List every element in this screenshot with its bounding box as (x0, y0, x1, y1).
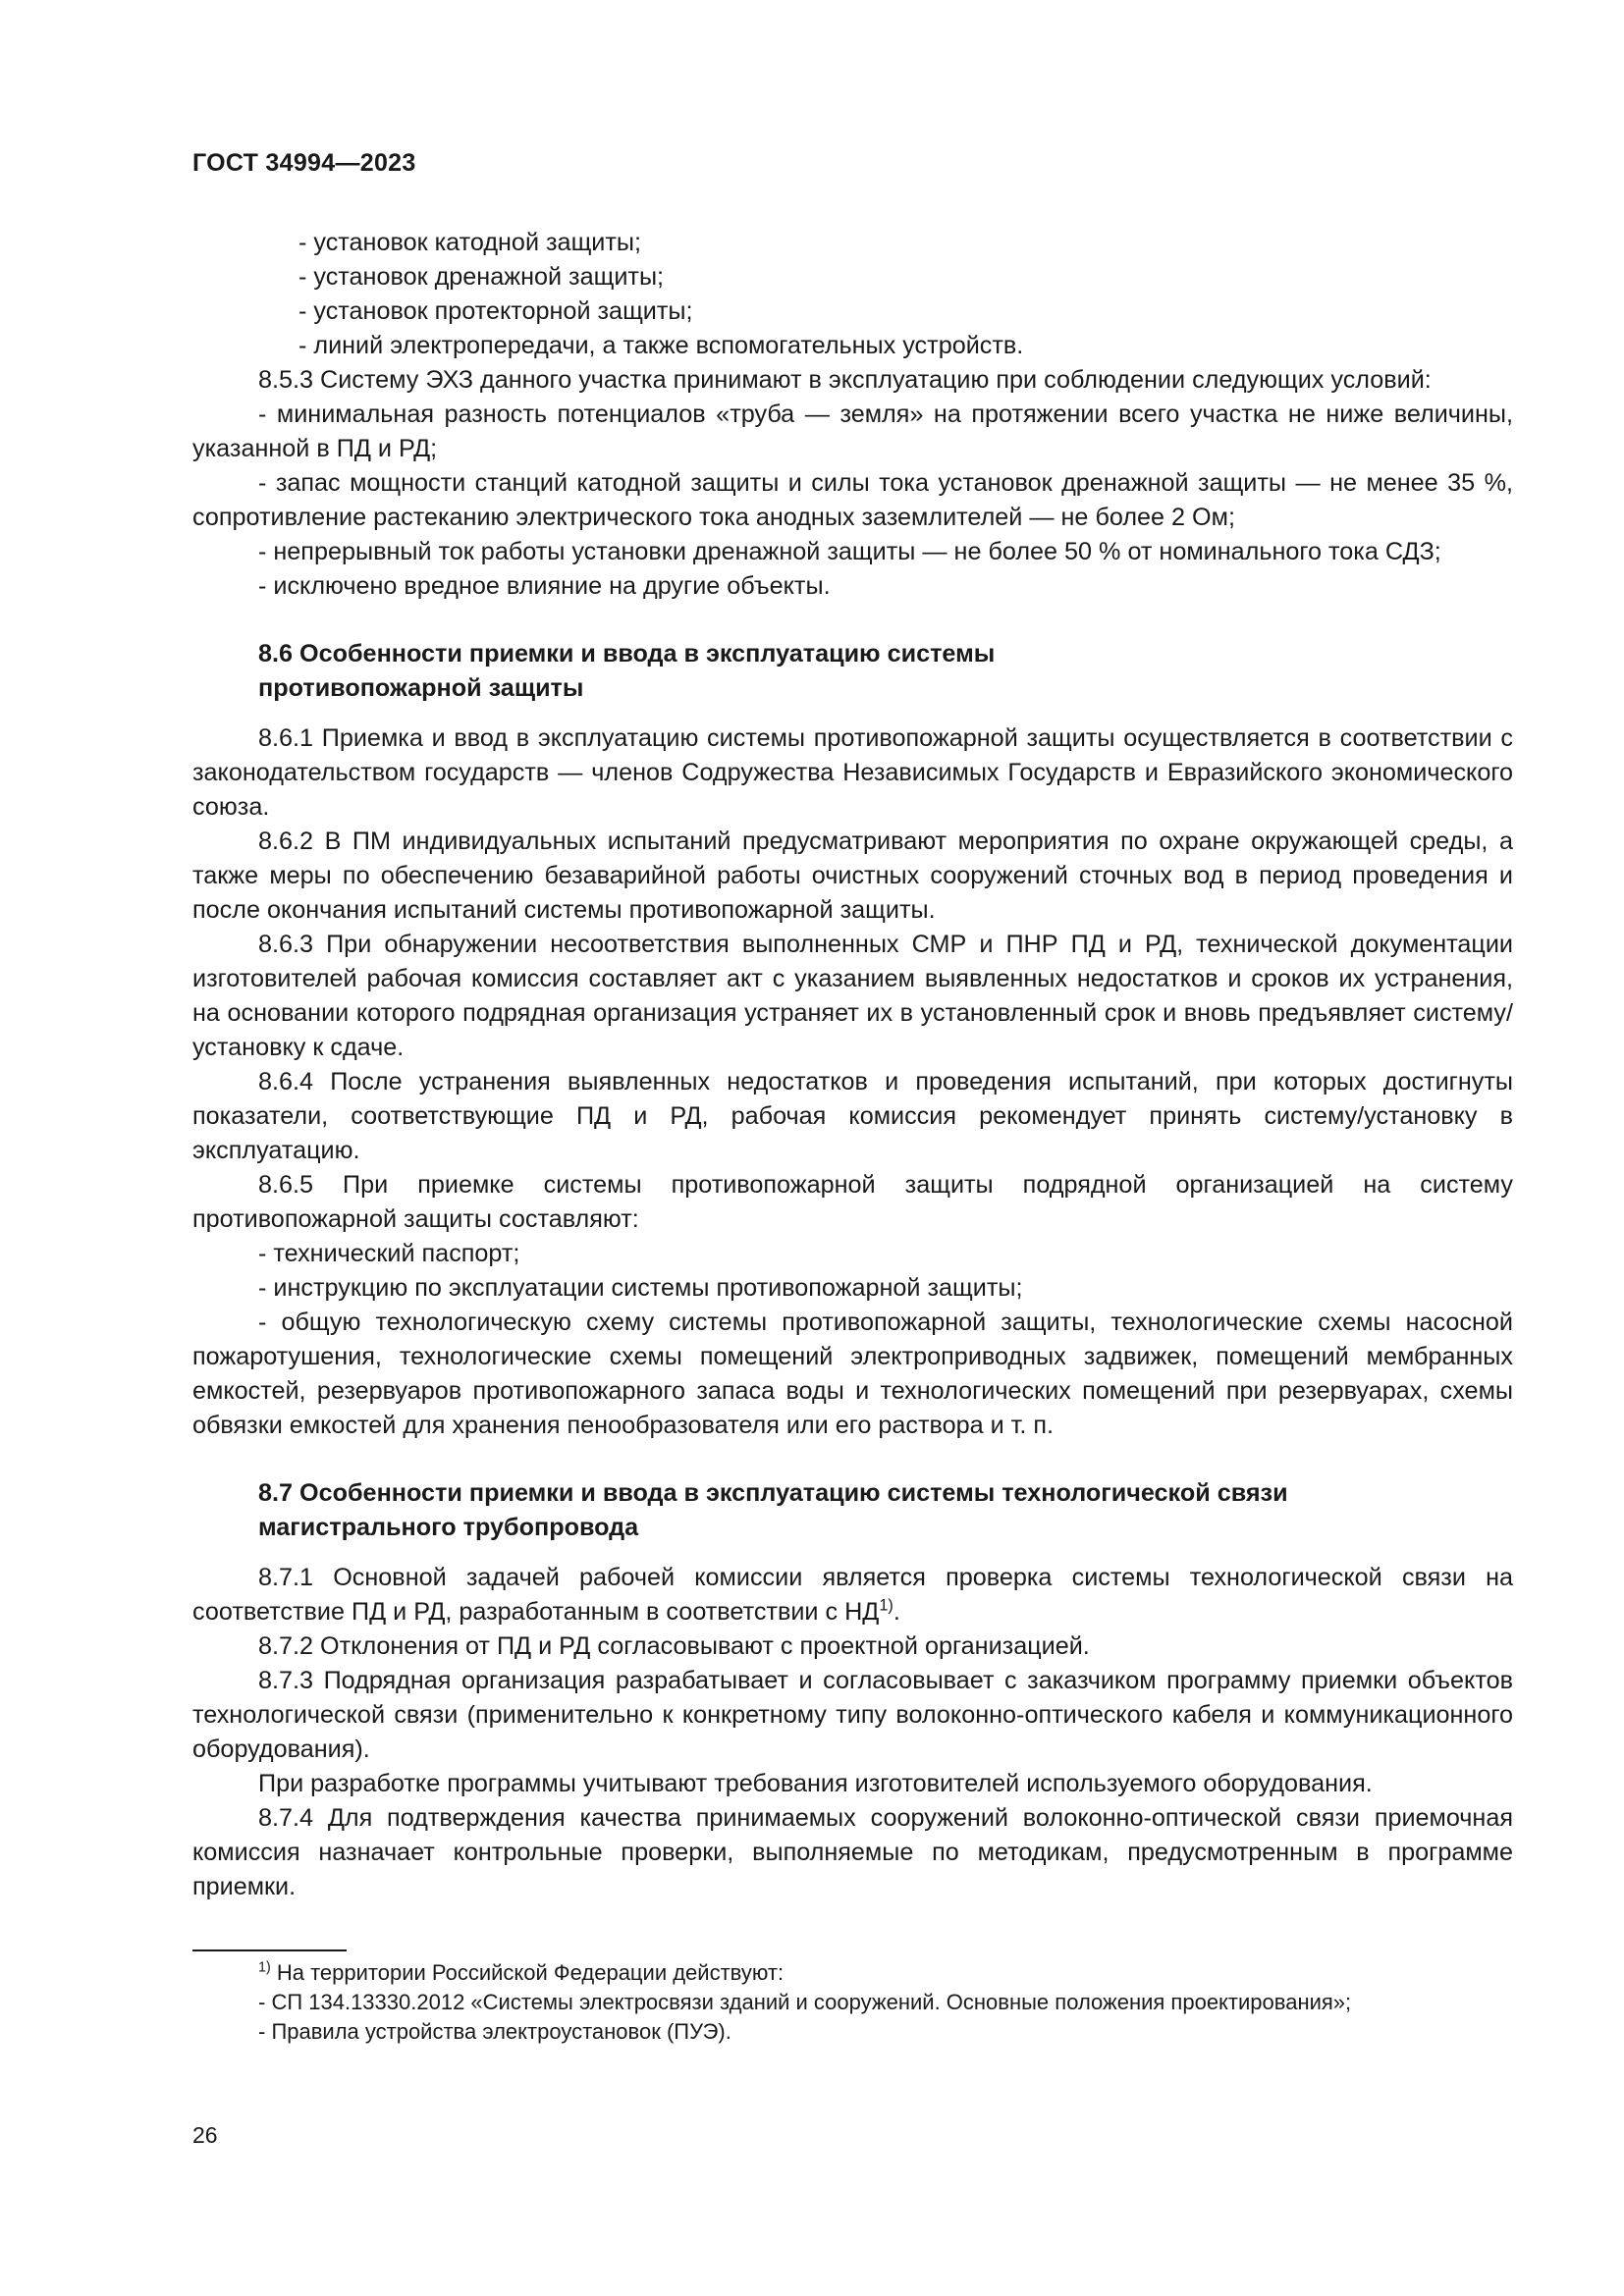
section-heading-8-7 (258, 1476, 1513, 1545)
heading-line: 8.7 Особенности приемки и ввода в эксплуатацию системы технологической связи (258, 1479, 1288, 1507)
list-item: - исключено вредное влияние на другие объекты. (258, 572, 831, 600)
paragraph-8-6-2: 8.6.2 В ПМ индивидуальных испытаний предусматривают мероприятия по охране окружающей среды, а также меры по обеспечению безаварийной работы очистных сооружений сточных вод в период проведения и после окончания испытаний системы противопожарной защиты. (192, 828, 1513, 924)
paragraph-8-7-1 (192, 1561, 1513, 1629)
paragraph-8-7-2: 8.7.2 Отклонения от ПД и РД согласовывают с проектной организацией. (258, 1632, 1090, 1660)
paragraph-8-7-3b: При разработке программы учитывают требования изготовителей используемого оборудования. (258, 1770, 1373, 1797)
list-item: - технический паспорт; (258, 1240, 520, 1267)
heading-line: противопожарной защиты (258, 674, 584, 702)
paragraph-8-5-3: 8.5.3 Систему ЭХЗ данного участка принимают в эксплуатацию при соблюдении следующих условий: (258, 366, 1432, 394)
paragraph-8-7-4: 8.7.4 Для подтверждения качества принимаемых сооружений волоконно-оптической связи приемочная комиссия назначает контрольные проверки, выполняемые по методикам, предусмотренным в программе приемки. (192, 1804, 1513, 1900)
heading-line: 8.6 Особенности приемки и ввода в эксплуатацию системы (258, 640, 996, 667)
footnote-divider (192, 1949, 347, 1951)
list-item: - установок дренажной защиты; (298, 263, 665, 291)
paragraph-8-6-5: 8.6.5 При приемке системы противопожарной защиты подрядной организацией на систему противопожарной защиты составляют: (192, 1171, 1513, 1233)
list-item: - линий электропередачи, а также вспомогательных устройств. (298, 332, 1024, 359)
paragraph-8-6-4: 8.6.4 После устранения выявленных недостатков и проведения испытаний, при которых достигнуты показатели, соответствующие ПД и РД, рабочая комиссия рекомендует принять систему/установку в эксплуатацию. (192, 1068, 1513, 1164)
list-item: - минимальная разность потенциалов «труба — земля» на протяжении всего участка не ниже величины, указанной в ПД и РД; (192, 400, 1513, 462)
footnote-ref: 1) (879, 1596, 893, 1615)
list-item: - установок катодной защиты; (298, 229, 641, 256)
section-heading-8-6 (258, 637, 1513, 706)
footnote-intro (192, 1958, 1513, 1988)
footnote-text: На территории Российской Федерации действуют: (270, 1960, 785, 1985)
paragraph-text: 8.7.1 Основной задачей рабочей комиссии является проверка системы технологической связи на соответствие ПД и РД, разработанным в соответствии с НД (192, 1564, 1513, 1626)
footnotes (192, 1958, 1513, 2047)
footnote-item: - СП 134.13330.2012 «Системы электросвязи зданий и сооружений. Основные положения проектирования»; (258, 1990, 1352, 2014)
heading-line: магистрального трубопровода (258, 1514, 639, 1541)
list-item: - запас мощности станций катодной защиты и силы тока установок дренажной защиты — не менее 35 %, сопротивление растеканию электрического тока анодных заземлителей — не более 2 Ом; (192, 469, 1513, 531)
page-number: 26 (192, 2122, 218, 2148)
footnote-marker: 1) (258, 1959, 271, 1976)
list-item: - инструкцию по эксплуатации системы противопожарной защиты; (258, 1274, 1023, 1302)
list-item: - установок протекторной защиты; (298, 297, 693, 325)
paragraph-8-6-3: 8.6.3 При обнаружении несоответствия выполненных СМР и ПНР ПД и РД, технической документации изготовителей рабочая комиссия составляет акт с указанием выявленных недостатков и сроков их устранения, на основании которого подрядная организация устраняет их в установленный срок и вновь предъявляет систему/установку к сдаче. (192, 931, 1513, 1061)
paragraph-8-6-1: 8.6.1 Приемка и ввод в эксплуатацию системы противопожарной защиты осуществляется в соответствии с законодательством государств — членов Содружества Независимых Государств и Евразийского экономического союза. (192, 724, 1513, 821)
list-item: - непрерывный ток работы установки дренажной защиты — не более 50 % от номинального тока СДЗ; (258, 538, 1441, 565)
paragraph-end: . (893, 1598, 900, 1626)
page-content (192, 226, 1513, 1904)
footnote-item: - Правила устройства электроустановок (ПУЭ). (258, 2019, 731, 2044)
paragraph-8-7-3: 8.7.3 Подрядная организация разрабатывает и согласовывает с заказчиком программу приемки объектов технологической связи (применительно к конкретному типу волоконно-оптического кабеля и коммуникационного оборудования). (192, 1667, 1513, 1763)
document-header: ГОСТ 34994—2023 (192, 149, 416, 177)
list-item: - общую технологическую схему системы противопожарной защиты, технологические схемы насосной пожаротушения, технологические схемы помещений электроприводных задвижек, помещений мембранных емкостей, резервуаров противопожарного запаса воды и технологических помещений при резервуарах, схемы обвязки емкостей для хранения пенообразователя или его раствора и т. п. (192, 1308, 1513, 1439)
